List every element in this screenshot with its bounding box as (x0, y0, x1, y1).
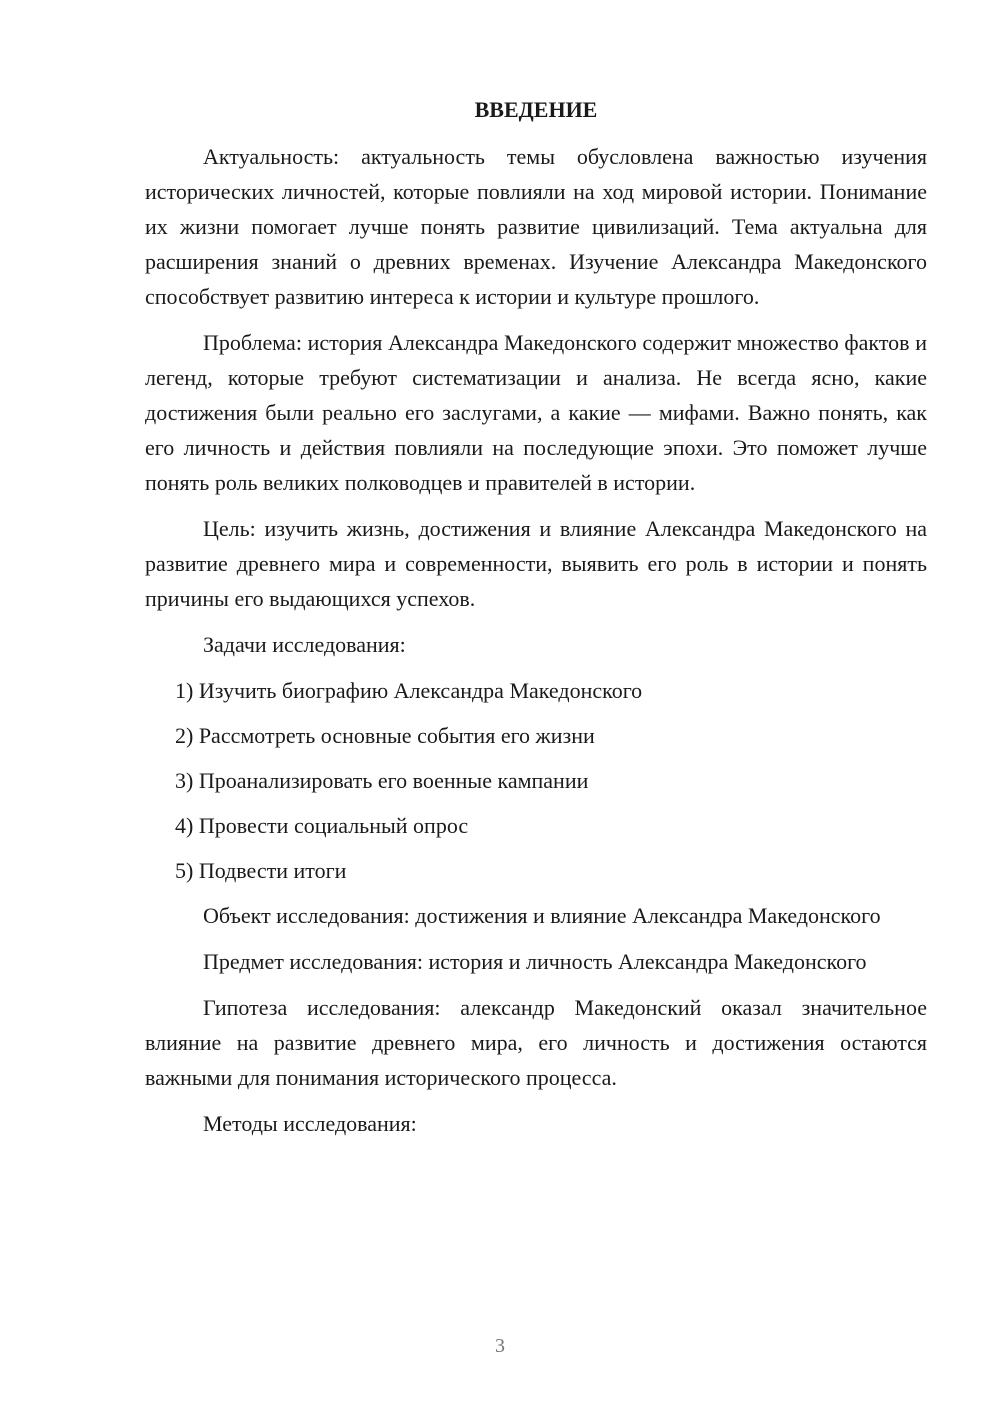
section-title: ВВЕДЕНИЕ (474, 97, 598, 122)
page-content (145, 92, 927, 1152)
hypothesis-paragraph: Гипотеза исследования: александр Македонский оказал значительное влияние на развитие древнего мира, его личность и достижения остаются важными для понимания исторического процесса. (145, 995, 927, 1090)
object-paragraph: Объект исследования: достижения и влияние Александра Македонского (203, 903, 881, 928)
task-item: 1) Изучить биографию Александра Македонского (175, 678, 643, 703)
methods-heading: Методы исследования: (203, 1111, 417, 1136)
relevance-paragraph: Актуальность: актуальность темы обусловлена важностью изучения исторических личностей, которые повлияли на ход мировой истории. Понимание их жизни помогает лучше понять развитие цивилизаций. Тема актуальна для расширения знаний о древних временах. Изучение Александра Македонского способствует развитию интереса к истории и культуре прошлого. (145, 144, 927, 309)
task-item: 5) Подвести итоги (175, 858, 347, 883)
problem-paragraph: Проблема: история Александра Македонского содержит множество фактов и легенд, которые требуют систематизации и анализа. Не всегда ясно, какие достижения были реально его заслугами, а какие — мифами. Важно понять, как его личность и действия повлияли на последующие эпохи. Это поможет лучше понять роль великих полководцев и правителей в истории. (145, 330, 927, 495)
page-number: 3 (495, 1335, 505, 1357)
tasks-list (145, 673, 927, 888)
goal-paragraph: Цель: изучить жизнь, достижения и влияние Александра Македонского на развитие древнего мира и современности, выявить его роль в истории и понять причины его выдающихся успехов. (145, 516, 927, 611)
task-item: 3) Проанализировать его военные кампании (175, 768, 589, 793)
subject-paragraph: Предмет исследования: история и личность Александра Македонского (203, 949, 867, 974)
task-item: 2) Рассмотреть основные события его жизни (175, 723, 595, 748)
tasks-heading: Задачи исследования: (203, 632, 406, 657)
task-item: 4) Провести социальный опрос (175, 813, 469, 838)
